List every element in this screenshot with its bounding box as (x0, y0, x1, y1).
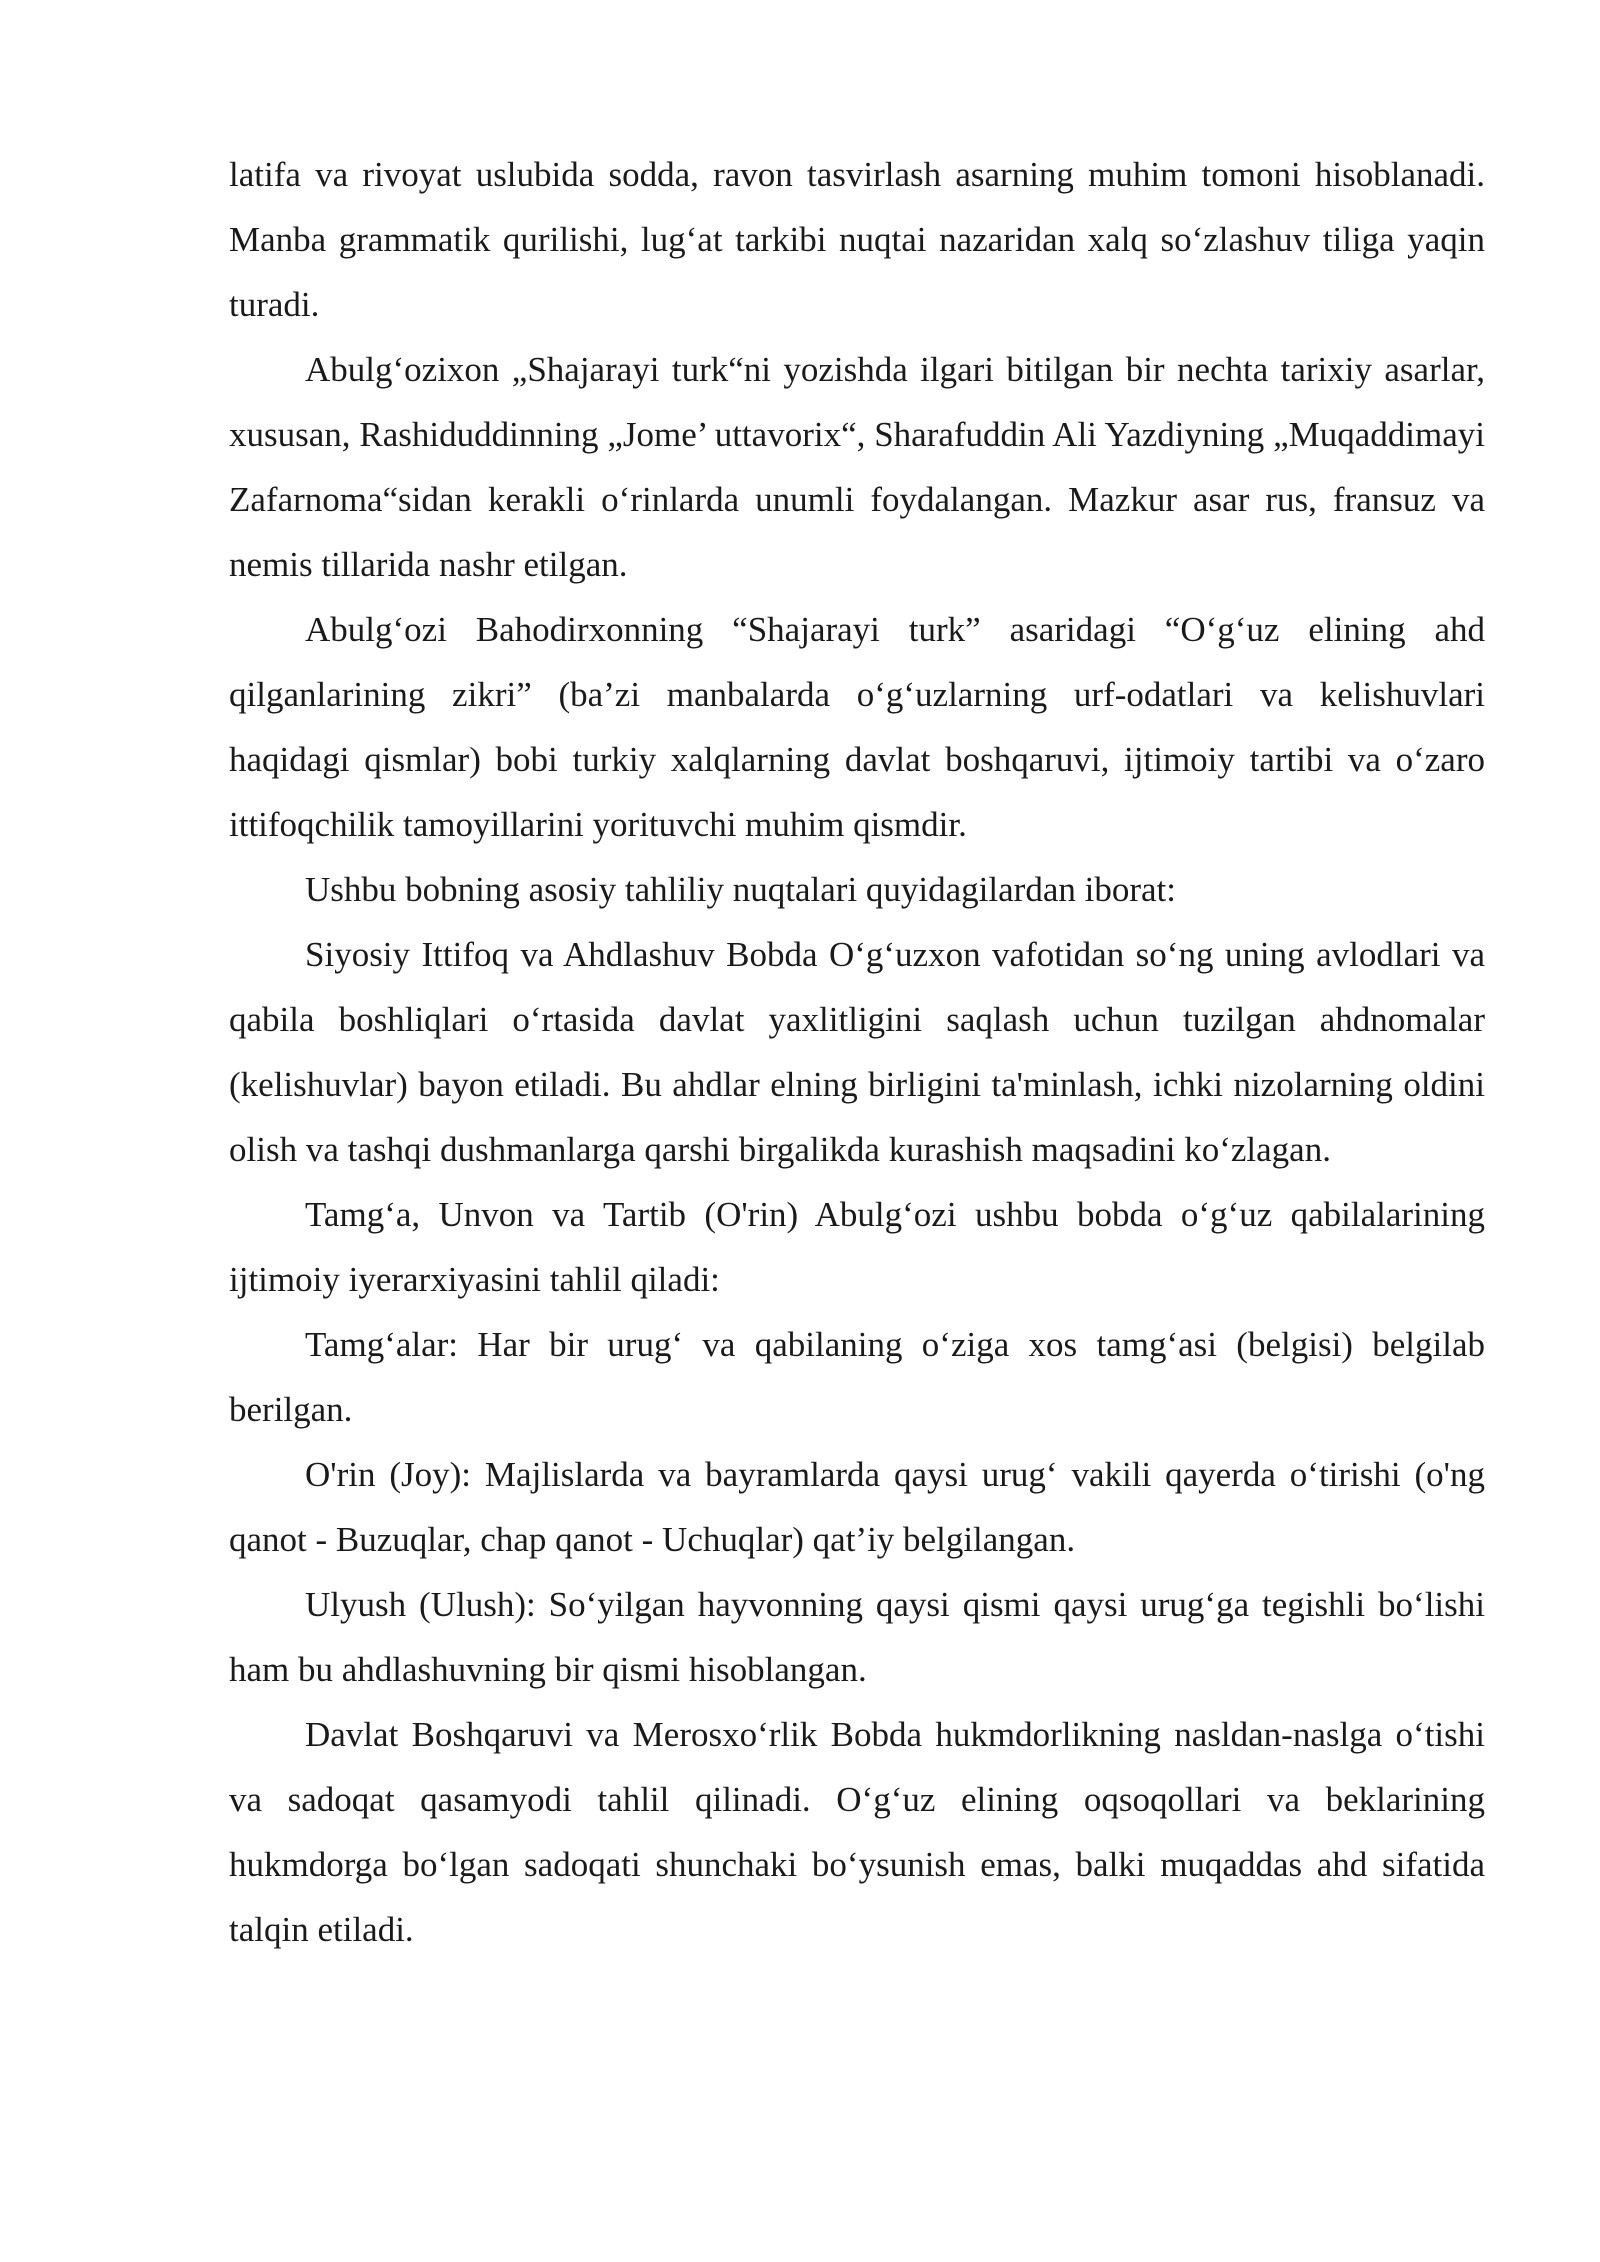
paragraph-ulyush: Ulyush (Ulush): So‘yilgan hayvonning qaysi qismi qaysi urug‘ga tegishli bo‘lishi ham bu ahdlashuvning bir qismi hisoblangan. (229, 1585, 1485, 1689)
paragraph-sources: Abulg‘ozixon „Shajarayi turk“ni yozishda ilgari bitilgan bir nechta tarixiy asarlar, xususan, Rashiduddinning „Jome’ uttavorix“, Sharafuddin Ali Yazdiyning „Muqaddimayi Zafarnoma“sidan kerakli o‘rinlarda unumli foydalangan. Mazkur asar rus, fransuz va nemis tillarida nashr etilgan. (229, 350, 1485, 584)
paragraph-chapter-intro: Abulg‘ozi Bahodirxonning “Shajarayi turk” asaridagi “O‘g‘uz elining ahd qilganlarining zikri” (ba’zi manbalarda o‘g‘uzlarning urf-odatlari va kelishuvlari haqidagi qismlar) bobi turkiy xalqlarning davlat boshqaruvi, ijtimoiy tartibi va o‘zaro ittifoqchilik tamoyillarini yorituvchi muhim qismdir. (229, 610, 1485, 844)
paragraph-tamgalar: Tamg‘alar: Har bir urug‘ va qabilaning o‘ziga xos tamg‘asi (belgisi) belgilab berilgan. (229, 1325, 1485, 1429)
paragraph-continuation: latifa va rivoyat uslubida sodda, ravon tasvirlash asarning muhim tomoni hisoblanadi. Manba grammatik qurilishi, lug‘at tarkibi nuqtai nazaridan xalq so‘zlashuv tiliga yaqin turadi. (229, 155, 1485, 324)
paragraph-political-alliance: Siyosiy Ittifoq va Ahdlashuv Bobda O‘g‘uzxon vafotidan so‘ng uning avlodlari va qabila boshliqlari o‘rtasida davlat yaxlitligini saqlash uchun tuzilgan ahdnomalar (kelishuvlar) bayon etiladi. Bu ahdlar elning birligini ta'minlash, ichki nizolarning oldini olish va tashqi dushmanlarga qarshi birgalikda kurashish maqsadini ko‘zlagan. (229, 935, 1485, 1169)
paragraph-orin: O'rin (Joy): Majlislarda va bayramlarda qaysi urug‘ vakili qayerda o‘tirishi (o'ng qanot - Buzuqlar, chap qanot - Uchuqlar) qat’iy belgilangan. (229, 1455, 1485, 1559)
paragraph-analysis-lead: Ushbu bobning asosiy tahliliy nuqtalari quyidagilardan iborat: (305, 870, 1176, 909)
body-text (229, 142, 1485, 1962)
paragraph-governance: Davlat Boshqaruvi va Merosxo‘rlik Bobda hukmdorlikning nasldan-naslga o‘tishi va sadoqat qasamyodi tahlil qilinadi. O‘g‘uz elining oqsoqollari va beklarining hukmdorga bo‘lgan sadoqati shunchaki bo‘ysunish emas, balki muqaddas ahd sifatida talqin etiladi. (229, 1715, 1485, 1949)
paragraph-tamga-order: Tamg‘a, Unvon va Tartib (O'rin) Abulg‘ozi ushbu bobda o‘g‘uz qabilalarining ijtimoiy iyerarxiyasini tahlil qiladi: (229, 1195, 1485, 1299)
